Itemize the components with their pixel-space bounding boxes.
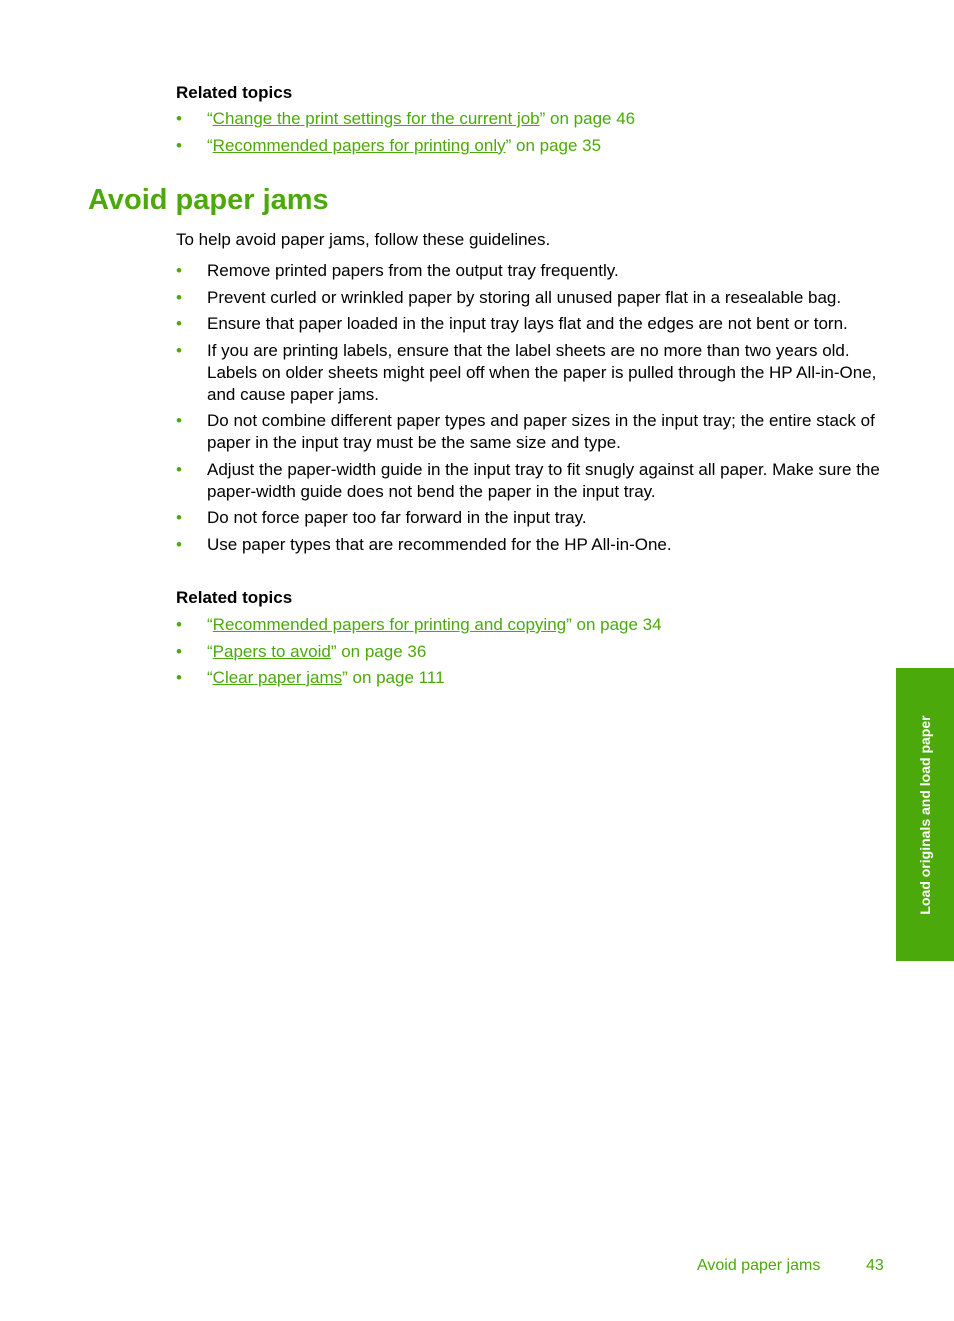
footer-page-number: 43: [866, 1257, 884, 1274]
list-item: • If you are printing labels, ensure that the label sheets are no more than two years old. Labels on older sheets might peel off when the paper is pulled through the HP All-in-One, and cause paper jams.: [176, 340, 877, 404]
related-topics-list-bottom: [176, 614, 662, 694]
chapter-side-tab-label: Load originals and load paper: [917, 714, 933, 915]
bullet-icon: •: [176, 135, 182, 155]
bullet-icon: •: [176, 641, 182, 661]
bullet-icon: •: [176, 340, 182, 360]
bullet-icon: •: [176, 668, 182, 687]
bullet-icon: •: [176, 411, 182, 430]
link-recommended-papers-printing[interactable]: Recommended papers for printing only: [212, 135, 506, 155]
chapter-side-tab: [896, 668, 954, 961]
list-item: • “Change the print settings for the current job” on page 46: [176, 109, 636, 128]
bullet-icon: •: [176, 314, 182, 333]
bullet-icon: •: [176, 287, 182, 307]
guidelines-list: [176, 260, 888, 560]
bullet-icon: •: [176, 508, 182, 527]
related-topics-heading-bottom: Related topics: [176, 588, 293, 607]
list-item: • “Recommended papers for printing and copying” on page 34: [176, 615, 662, 634]
related-topics-heading-top: Related topics: [176, 83, 293, 102]
list-item: • Do not force paper too far forward in the input tray.: [176, 508, 587, 527]
list-item: • Prevent curled or wrinkled paper by storing all unused paper flat in a resealable bag.: [176, 287, 842, 307]
bullet-icon: •: [176, 109, 182, 128]
bullet-icon: •: [176, 459, 182, 479]
list-item: • Do not combine different paper types and paper sizes in the input tray; the entire stack of paper in the input tray must be the same size and type.: [176, 411, 875, 452]
related-topics-list-top: [176, 108, 635, 161]
list-item: • “Papers to avoid” on page 36: [176, 641, 427, 661]
page-title: Avoid paper jams: [88, 184, 329, 216]
link-papers-to-avoid[interactable]: Papers to avoid: [212, 641, 331, 661]
intro-text: To help avoid paper jams, follow these guidelines.: [176, 230, 551, 249]
link-recommended-papers-copying[interactable]: Recommended papers for printing and copying: [212, 615, 567, 634]
list-item: • Remove printed papers from the output tray frequently.: [176, 261, 619, 280]
list-item: • Use paper types that are recommended for the HP All-in-One.: [176, 534, 672, 554]
list-item: • Adjust the paper-width guide in the input tray to fit snugly against all paper. Make sure the paper-width guide does not bend the paper in the input tray.: [176, 459, 880, 501]
list-item: • Ensure that paper loaded in the input tray lays flat and the edges are not bent or torn.: [176, 314, 848, 333]
link-clear-paper-jams[interactable]: Clear paper jams: [212, 668, 343, 687]
bullet-icon: •: [176, 261, 182, 280]
footer-section-title: Avoid paper jams: [697, 1257, 821, 1274]
list-item: • “Recommended papers for printing only” on page 35: [176, 135, 602, 155]
bullet-icon: •: [176, 534, 182, 554]
link-change-print-settings[interactable]: Change the print settings for the current job: [212, 109, 540, 128]
list-item: • “Clear paper jams” on page 111: [176, 668, 445, 687]
bullet-icon: •: [176, 615, 182, 634]
